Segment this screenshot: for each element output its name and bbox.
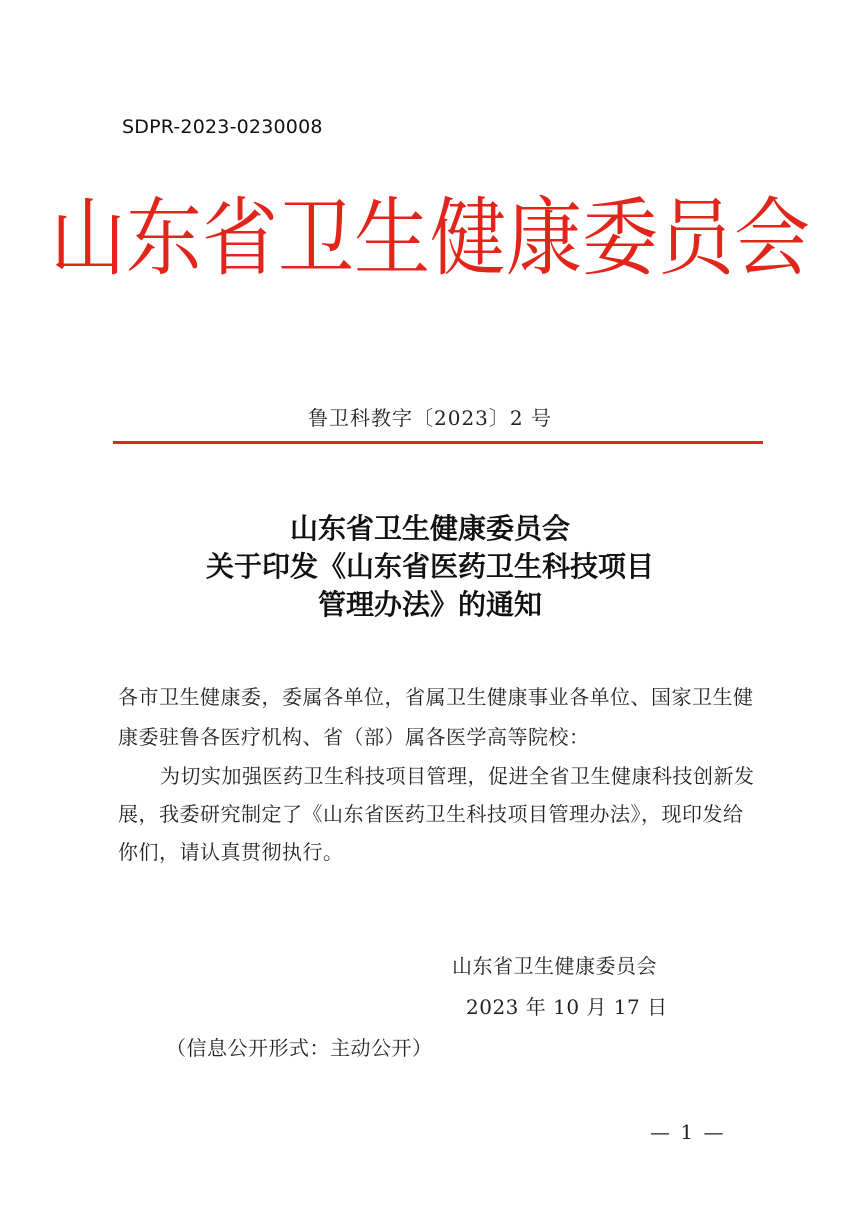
notice-title (0, 510, 860, 624)
document-number: 鲁卫科教字〔2023〕2 号 (308, 406, 552, 430)
body-paragraph: 为切实加强医药卫生科技项目管理，促进全省卫生健康科技创新发展，我委研究制定了《山东省医药卫生科技项目管理办法》，现印发给你们，请认真贯彻执行。 (118, 764, 755, 864)
page-number: — 1 — (650, 1120, 726, 1144)
masthead-title: 山东省卫生健康委员会 (50, 188, 810, 288)
disclosure-note: （信息公开形式：主动公开） (166, 1036, 433, 1060)
red-separator-line (113, 441, 763, 444)
notice-title-line: 管理办法》的通知 (317, 588, 542, 621)
salutation: 各市卫生健康委，委属各单位，省属卫生健康事业各单位、国家卫生健康委驻鲁各医疗机构、省（部）属各医学高等院校： (118, 685, 754, 749)
sign-date: 2023 年 10 月 17 日 (466, 995, 668, 1019)
notice-title-line: 关于印发《山东省医药卫生科技项目 (205, 550, 654, 583)
document-code: SDPR-2023-0230008 (122, 116, 323, 138)
signer: 山东省卫生健康委员会 (452, 954, 657, 978)
notice-title-line: 山东省卫生健康委员会 (289, 512, 570, 545)
